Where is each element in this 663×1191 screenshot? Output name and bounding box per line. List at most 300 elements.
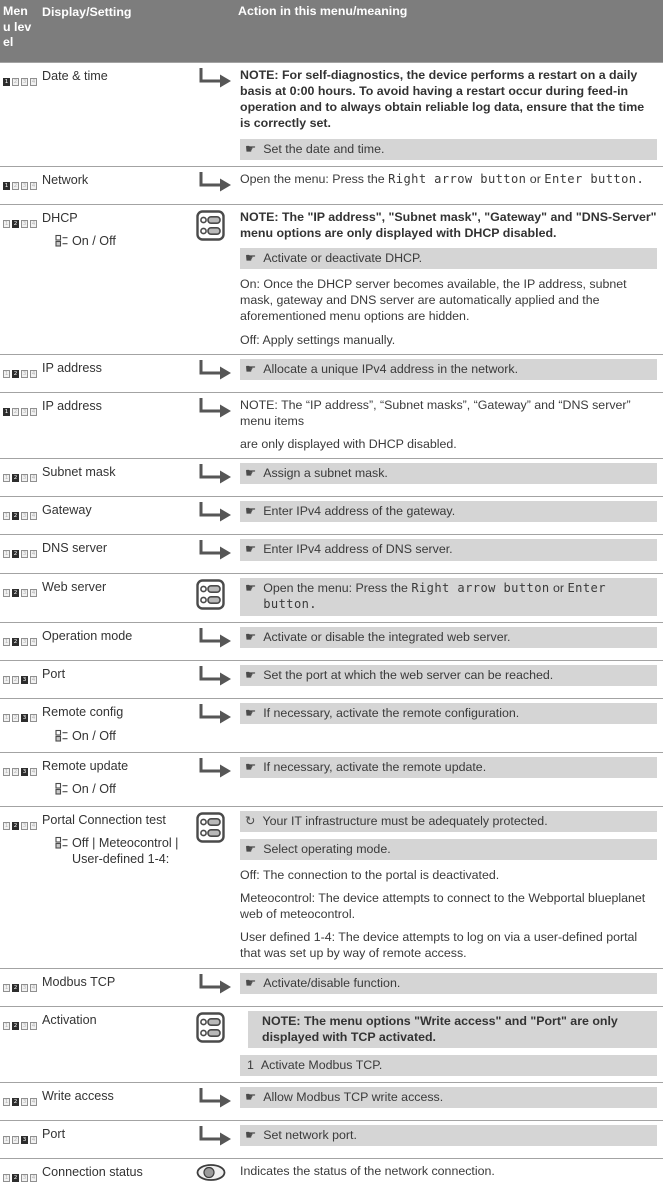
pointing-hand-icon: ☛ (245, 503, 257, 519)
branch-arrow-icon (196, 1137, 234, 1151)
paragraph-text: Off: The connection to the portal is deactivated. (240, 867, 500, 882)
step-text: Activate Modbus TCP. (260, 1057, 383, 1072)
menu-item-label: DNS server (42, 541, 108, 556)
menu-level-square: 4 (31, 715, 36, 722)
menu-level-cell (3, 757, 42, 777)
branch-arrow-icon (196, 409, 234, 423)
menu-item-label: Gateway (42, 503, 92, 518)
menu-level-square: 2 (13, 1137, 18, 1144)
caution-instruction (240, 811, 657, 832)
table-row-gateway (0, 496, 663, 534)
action-cell (240, 973, 658, 994)
action-instruction (240, 501, 657, 522)
table-row-ip-address-note (0, 392, 663, 458)
menu-level-icon (3, 550, 39, 558)
branch-arrow-icon (196, 513, 234, 527)
menu-level-icon (3, 822, 39, 830)
marker-cell (194, 665, 240, 692)
setting-options-label: On / Off (72, 234, 116, 249)
menu-level-square: 4 (31, 1137, 36, 1144)
action-cell (240, 359, 658, 380)
action-cell (240, 1011, 658, 1076)
menu-level-icon (3, 1022, 39, 1030)
mono-keyword: Right arrow button (411, 580, 550, 595)
action-text: Allocate a unique IPv4 address in the network. (263, 361, 519, 376)
display-setting-cell (42, 67, 194, 84)
display-setting-cell (42, 397, 194, 414)
menu-level-square: 4 (31, 677, 36, 684)
text-run: Open the menu: Press the (240, 171, 389, 186)
action-text: Activate/disable function. (263, 975, 401, 990)
menu-level-square: 1 (4, 822, 9, 829)
marker-cell (194, 627, 240, 654)
menu-level-cell (3, 703, 42, 723)
table-row-ip-address (0, 354, 663, 392)
menu-level-icon (3, 512, 39, 520)
menu-level-square: 3 (22, 638, 27, 645)
display-setting-cell (42, 578, 194, 595)
menu-level-cell (3, 209, 42, 229)
pointing-hand-icon: ☛ (245, 465, 257, 481)
setting-options-label: Off | Meteocontrol | User-defined 1-4: (72, 835, 179, 867)
action-instruction (240, 703, 657, 724)
action-cell (240, 397, 658, 452)
branch-arrow-icon (196, 551, 234, 565)
menu-level-square: 4 (31, 638, 36, 645)
option-list-icon (55, 728, 68, 746)
menu-item-label: Modbus TCP (42, 974, 116, 989)
marker-cell (194, 359, 240, 386)
menu-level-square: 3 (22, 475, 27, 482)
menu-level-square: 2 (13, 370, 18, 377)
menu-item-label: Port (42, 1127, 66, 1142)
table-row-subnet-mask (0, 458, 663, 496)
refresh-icon: ↻ (245, 812, 256, 828)
menu-level-square: 4 (31, 370, 36, 377)
paragraph-text: Off: Apply settings manually. (240, 332, 396, 347)
menu-level-cell (3, 1087, 42, 1107)
pointing-hand-icon: ☛ (245, 628, 257, 644)
menu-level-square: 4 (31, 589, 36, 596)
action-instruction (240, 839, 657, 860)
setting-options (42, 781, 194, 799)
action-text: Assign a subnet mask. (263, 466, 388, 481)
display-setting-cell (42, 703, 194, 746)
table-row-dhcp (0, 204, 663, 354)
menu-level-square: 3 (22, 551, 27, 558)
menu-item-label: Date & time (42, 69, 108, 83)
action-text: Enter IPv4 address of the gateway. (263, 504, 456, 519)
mono-keyword: Enter button. (544, 171, 645, 186)
table-row-operation-mode (0, 622, 663, 660)
menu-item-label: DHCP (42, 210, 78, 225)
table-row-activation (0, 1006, 663, 1082)
display-setting-cell (42, 359, 194, 376)
display-setting-cell (42, 973, 194, 990)
pointing-hand-icon: ☛ (245, 1089, 257, 1104)
settings-menu-icon (196, 230, 225, 244)
menu-level-square: 3 (22, 768, 27, 775)
table-header (0, 0, 663, 62)
menu-level-square: 2 (13, 984, 18, 991)
menu-level-square: 3 (22, 408, 27, 415)
menu-level-square: 3 (22, 1099, 27, 1105)
pointing-hand-icon: ☛ (245, 840, 257, 856)
action-instruction (240, 248, 657, 269)
text-run: or (549, 580, 568, 595)
menu-level-square: 3 (22, 715, 27, 722)
action-instruction (240, 627, 657, 648)
menu-level-square: 1 (4, 182, 9, 189)
menu-level-square: 2 (13, 768, 18, 775)
marker-cell (194, 501, 240, 528)
caution-text: Your IT infrastructure must be adequately protected. (262, 813, 548, 828)
menu-level-square: 1 (4, 715, 9, 722)
note-highlight: NOTE: The menu options "Write access" and "Port" are only displayed with TCP activated. (248, 1011, 657, 1048)
header-action: Action in this menu/meaning (238, 4, 408, 18)
text-run: Open the menu: Press the (263, 580, 412, 595)
header-menu-level: Menu level (3, 4, 32, 49)
option-list-icon (55, 835, 68, 853)
action-instruction (240, 973, 657, 994)
menu-level-square: 4 (31, 408, 36, 415)
action-instruction (240, 578, 657, 616)
menu-item-label: Write access (42, 1089, 114, 1103)
action-text: Set the date and time. (263, 141, 385, 156)
action-text: Allow Modbus TCP write access. (263, 1090, 444, 1104)
pointing-hand-icon: ☛ (245, 250, 257, 265)
pointing-hand-icon: ☛ (245, 579, 257, 595)
marker-cell (194, 171, 240, 198)
display-setting-cell (42, 811, 194, 868)
menu-level-cell (3, 627, 42, 647)
menu-level-square: 4 (31, 984, 36, 991)
menu-level-square: 1 (4, 984, 9, 991)
menu-item-label: Port (42, 667, 66, 682)
action-instruction (240, 139, 657, 160)
action-cell (240, 578, 658, 616)
menu-item-label: Web server (42, 579, 107, 594)
menu-level-square: 4 (31, 182, 36, 189)
pointing-hand-icon: ☛ (245, 140, 257, 156)
action-cell (240, 1163, 658, 1179)
branch-arrow-icon (196, 1099, 234, 1113)
menu-level-square: 4 (31, 79, 36, 85)
action-instruction (240, 463, 657, 484)
header-display-setting: Display/Setting (42, 5, 132, 19)
setting-options (42, 233, 194, 251)
menu-level-cell (3, 811, 42, 831)
display-setting-cell (42, 209, 194, 252)
menu-level-cell (3, 973, 42, 993)
display-setting-cell (42, 1163, 194, 1180)
menu-level-cell (3, 67, 42, 87)
step-number: 1 (247, 1057, 254, 1072)
pointing-hand-icon: ☛ (245, 360, 257, 376)
table-row-modbus-tcp (0, 968, 663, 1006)
menu-level-square: 1 (4, 1175, 9, 1182)
note-text: NOTE: For self-diagnostics, the device performs a restart on a daily basis at 0:00 hours. To avoid having a restart occur during feed-in operation and to always obtain reliable log data, ensure that the time is correctly set. (240, 68, 645, 131)
display-setting-cell (42, 757, 194, 800)
menu-level-icon (3, 676, 39, 684)
menu-level-icon (3, 220, 39, 228)
action-cell (240, 811, 658, 962)
action-cell (240, 539, 658, 560)
menu-level-square: 3 (22, 1137, 27, 1144)
menu-level-icon (3, 370, 39, 378)
branch-arrow-icon (196, 79, 234, 93)
menu-level-cell (3, 539, 42, 559)
marker-cell (194, 757, 240, 784)
action-cell (240, 209, 658, 348)
menu-item-label: Operation mode (42, 628, 133, 643)
table-rows (0, 62, 663, 1191)
action-cell (240, 67, 658, 160)
menu-level-square: 2 (13, 220, 18, 227)
settings-menu-icon (196, 832, 225, 846)
action-cell (240, 501, 658, 522)
menu-level-square: 1 (4, 551, 9, 558)
menu-level-square: 1 (4, 79, 9, 85)
table-row-network (0, 166, 663, 204)
menu-level-square: 1 (4, 589, 9, 596)
menu-level-square: 1 (4, 1137, 9, 1144)
menu-level-icon (3, 182, 39, 190)
marker-cell (194, 703, 240, 730)
branch-arrow-icon (196, 769, 234, 783)
menu-level-cell (3, 1011, 42, 1031)
settings-menu-icon (196, 599, 225, 613)
menu-level-square: 1 (4, 677, 9, 684)
marker-cell (194, 209, 240, 245)
table-row-dns-server (0, 534, 663, 572)
menu-level-square: 4 (31, 220, 36, 227)
menu-level-icon (3, 408, 39, 416)
menu-level-square: 1 (4, 408, 9, 415)
option-list-icon (55, 233, 68, 251)
marker-cell (194, 1011, 240, 1047)
action-text (263, 580, 652, 613)
settings-menu-icon (196, 1032, 225, 1046)
menu-item-label: Portal Connection test (42, 812, 166, 827)
menu-level-square: 4 (31, 768, 36, 775)
menu-level-square: 3 (22, 513, 27, 520)
menu-level-square: 4 (31, 1175, 36, 1182)
display-setting-cell (42, 171, 194, 188)
menu-level-square: 2 (13, 475, 18, 482)
action-cell (240, 171, 658, 188)
pointing-hand-icon: ☛ (245, 705, 257, 721)
menu-level-square: 4 (31, 1099, 36, 1105)
action-cell (240, 627, 658, 648)
action-cell (240, 1087, 658, 1108)
display-setting-cell (42, 539, 194, 556)
menu-level-square: 3 (22, 589, 27, 596)
menu-level-square: 3 (22, 677, 27, 684)
branch-arrow-icon (196, 677, 234, 691)
setting-options-label: On / Off (72, 728, 116, 743)
menu-level-icon (3, 1174, 39, 1182)
action-cell (240, 703, 658, 724)
menu-level-square: 3 (22, 1022, 27, 1029)
paragraph-text: On: Once the DHCP server becomes available, the IP address, subnet mask, gateway and DNS server are automatically applied and the aforementioned menu options are hidden. (240, 277, 627, 324)
menu-level-square: 2 (13, 1175, 18, 1182)
action-instruction (240, 359, 657, 380)
menu-level-icon (3, 78, 39, 86)
mono-keyword: Enter button. (263, 580, 606, 612)
table-row-port-web-server (0, 660, 663, 698)
menu-level-square: 1 (4, 220, 9, 227)
branch-arrow-icon (196, 183, 234, 197)
menu-level-square: 1 (4, 1099, 9, 1105)
paragraph-text: Indicates the status of the network connection. (240, 1164, 495, 1179)
menu-level-square: 3 (22, 984, 27, 991)
menu-level-cell (3, 1163, 42, 1183)
menu-level-square: 4 (31, 1022, 36, 1029)
menu-level-square: 1 (4, 513, 9, 520)
menu-level-square: 3 (22, 79, 27, 85)
menu-level-square: 4 (31, 475, 36, 482)
menu-item-label: Connection status (42, 1165, 143, 1180)
display-setting-cell (42, 1011, 194, 1028)
action-text: If necessary, activate the remote update. (263, 759, 487, 774)
menu-level-square: 2 (13, 822, 18, 829)
paragraph-text: Meteocontrol: The device attempts to connect to the Webportal blueplanet web of meteocontrol. (240, 891, 646, 922)
marker-cell (194, 1087, 240, 1114)
action-instruction (240, 1125, 657, 1146)
menu-level-square: 2 (13, 551, 18, 558)
menu-level-cell (3, 665, 42, 685)
display-setting-cell (42, 501, 194, 518)
menu-level-icon (3, 768, 39, 776)
marker-cell (194, 1163, 240, 1185)
menu-level-square: 2 (13, 638, 18, 645)
action-text: Set network port. (263, 1128, 357, 1143)
action-text: If necessary, activate the remote configuration. (263, 706, 520, 721)
menu-level-square: 3 (22, 220, 27, 227)
menu-item-label: Network (42, 172, 89, 187)
menu-item-label: Subnet mask (42, 465, 116, 480)
action-text: Select operating mode. (263, 841, 391, 856)
table-row-remote-update (0, 752, 663, 806)
display-setting-cell (42, 665, 194, 682)
menu-level-square: 2 (13, 1022, 18, 1029)
menu-level-icon (3, 1136, 39, 1144)
menu-level-square: 4 (31, 551, 36, 558)
menu-level-icon (3, 589, 39, 597)
menu-level-cell (3, 463, 42, 483)
marker-cell (194, 811, 240, 847)
menu-level-square: 2 (13, 1099, 18, 1105)
menu-level-cell (3, 501, 42, 521)
menu-item-label: Activation (42, 1012, 97, 1027)
pointing-hand-icon: ☛ (245, 1127, 257, 1143)
action-cell (240, 463, 658, 484)
table-row-portal-connection-test (0, 806, 663, 968)
action-cell (240, 1125, 658, 1146)
table-row-connection-status (0, 1158, 663, 1191)
marker-cell (194, 973, 240, 1000)
action-instruction (240, 665, 657, 686)
menu-level-square: 2 (13, 715, 18, 722)
menu-level-icon (3, 638, 39, 646)
status-indicator-icon (196, 1170, 227, 1184)
action-instruction (240, 757, 657, 778)
menu-level-square: 3 (22, 822, 27, 829)
display-setting-cell (42, 1087, 194, 1104)
action-cell (240, 757, 658, 778)
setting-options-label: On / Off (72, 782, 116, 797)
marker-cell (194, 397, 240, 424)
menu-level-square: 4 (31, 513, 36, 520)
menu-level-square: 2 (13, 79, 18, 85)
menu-level-square: 2 (13, 182, 18, 189)
menu-level-cell (3, 359, 42, 379)
menu-item-label: Remote config (42, 705, 124, 720)
text-run: or (526, 171, 545, 186)
menu-level-icon (3, 984, 39, 992)
display-setting-cell (42, 627, 194, 644)
menu-level-square: 1 (4, 475, 9, 482)
menu-level-square: 1 (4, 370, 9, 377)
action-text: Activate or disable the integrated web server. (263, 629, 511, 644)
pointing-hand-icon: ☛ (245, 541, 257, 557)
paragraph-text: NOTE: The “IP address”, “Subnet masks”, “Gateway” and “DNS server” menu items (240, 397, 631, 428)
display-setting-cell (42, 463, 194, 480)
menu-level-cell (3, 397, 42, 417)
action-text: Activate or deactivate DHCP. (263, 251, 423, 265)
note-text: NOTE: The "IP address", "Subnet mask", "Gateway" and "DNS-Server" menu options are only displayed with DHCP disabled. (240, 209, 657, 240)
setting-options (42, 835, 194, 868)
menu-level-square: 3 (22, 370, 27, 377)
branch-arrow-icon (196, 475, 234, 489)
menu-level-square: 4 (31, 822, 36, 829)
marker-cell (194, 67, 240, 94)
branch-arrow-icon (196, 639, 234, 653)
action-text: Enter IPv4 address of DNS server. (263, 542, 453, 557)
paragraph-text: User defined 1-4: The device attempts to log on via a user-defined portal that was set up by way of remote access. (240, 930, 638, 961)
mono-keyword: Right arrow button (388, 171, 527, 186)
marker-cell (194, 1125, 240, 1152)
pointing-hand-icon: ☛ (245, 974, 257, 990)
marker-cell (194, 539, 240, 566)
menu-level-icon (3, 474, 39, 482)
menu-level-square: 2 (13, 513, 18, 520)
paragraph-text: are only displayed with DHCP disabled. (240, 437, 457, 451)
menu-level-cell (3, 171, 42, 191)
numbered-step (240, 1055, 657, 1076)
menu-level-square: 3 (22, 182, 27, 189)
table-row-remote-config (0, 698, 663, 752)
setting-options (42, 728, 194, 746)
action-cell (240, 665, 658, 686)
menu-level-square: 2 (13, 589, 18, 596)
option-list-icon (55, 781, 68, 799)
menu-level-square: 3 (22, 1175, 27, 1182)
paragraph-text (240, 171, 657, 188)
menu-level-cell (3, 1125, 42, 1145)
menu-level-icon (3, 1098, 39, 1106)
branch-arrow-icon (196, 985, 234, 999)
menu-level-square: 1 (4, 1022, 9, 1029)
display-setting-cell (42, 1125, 194, 1142)
menu-level-square: 1 (4, 638, 9, 645)
menu-level-icon (3, 714, 39, 722)
table-row-port-network (0, 1120, 663, 1158)
marker-cell (194, 463, 240, 490)
action-instruction (240, 1087, 657, 1108)
table-row-web-server (0, 573, 663, 622)
